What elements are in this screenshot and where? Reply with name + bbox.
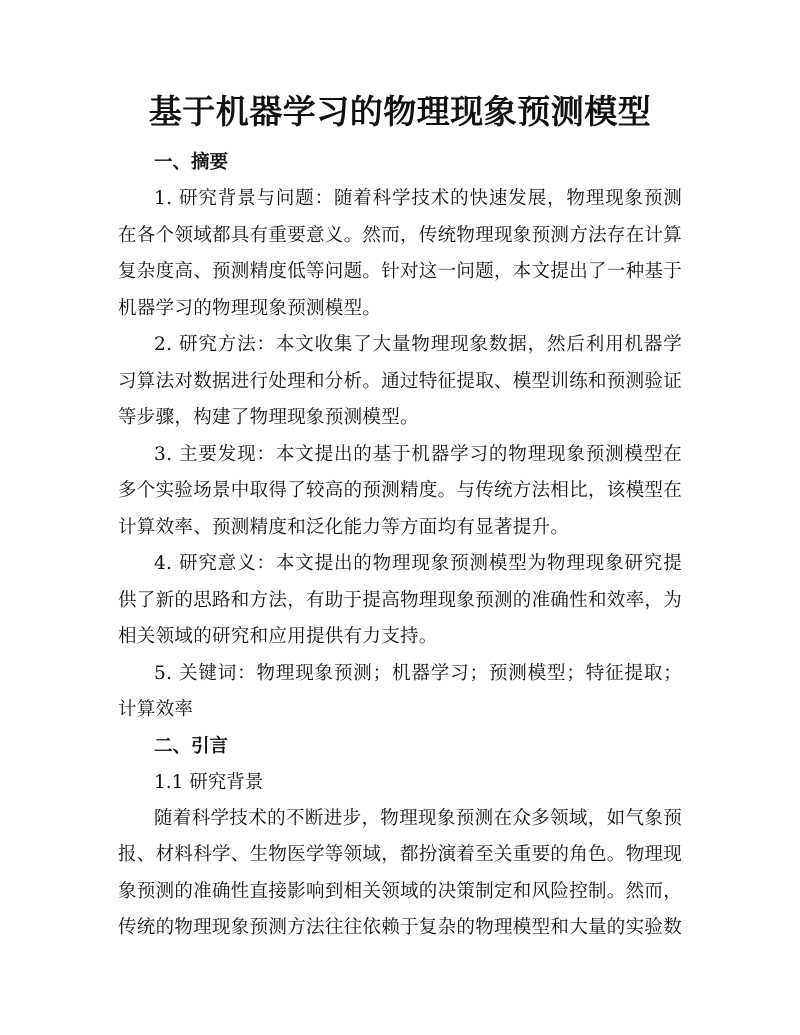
abstract-item-keywords: 5. 关键词：物理现象预测；机器学习；预测模型；特征提取；计算效率 bbox=[118, 662, 682, 720]
subsection-heading-background: 1.1 研究背景 bbox=[154, 771, 264, 793]
document-title: 基于机器学习的物理现象预测模型 bbox=[148, 92, 652, 131]
intro-paragraph: 随着科学技术的不断进步，物理现象预测在众多领域，如气象预报、材料科学、生物医学等领域，都扮演着至关重要的角色。物理现象预测的准确性直接影响到相关领域的决策制定和风险控制。然而，传统的物理现象预测方法往往依赖于复杂的物理模型和大量的实验数 bbox=[118, 807, 683, 938]
abstract-item-findings: 3. 主要发现：本文提出的基于机器学习的物理现象预测模型在多个实验场景中取得了较高的预测精度。与传统方法相比，该模型在计算效率、预测精度和泛化能力等方面均有显著提升。 bbox=[118, 443, 683, 538]
section-heading-abstract: 一、摘要 bbox=[154, 152, 229, 173]
abstract-item-background: 1. 研究背景与问题：随着科学技术的快速发展，物理现象预测在各个领域都具有重要意义。然而，传统物理现象预测方法存在计算复杂度高、预测精度低等问题。针对这一问题，本文提出了一种基于机器学习的物理现象预测模型。 bbox=[118, 188, 683, 319]
abstract-item-method: 2. 研究方法：本文收集了大量物理现象数据，然后利用机器学习算法对数据进行处理和分析。通过特征提取、模型训练和预测验证等步骤，构建了物理现象预测模型。 bbox=[118, 334, 683, 428]
section-heading-intro: 二、引言 bbox=[154, 735, 229, 757]
document-body bbox=[118, 145, 682, 947]
abstract-item-significance: 4. 研究意义：本文提出的物理现象预测模型为物理现象研究提供了新的思路和方法，有助于提高物理现象预测的准确性和效率，为相关领域的研究和应用提供有力支持。 bbox=[118, 553, 683, 647]
